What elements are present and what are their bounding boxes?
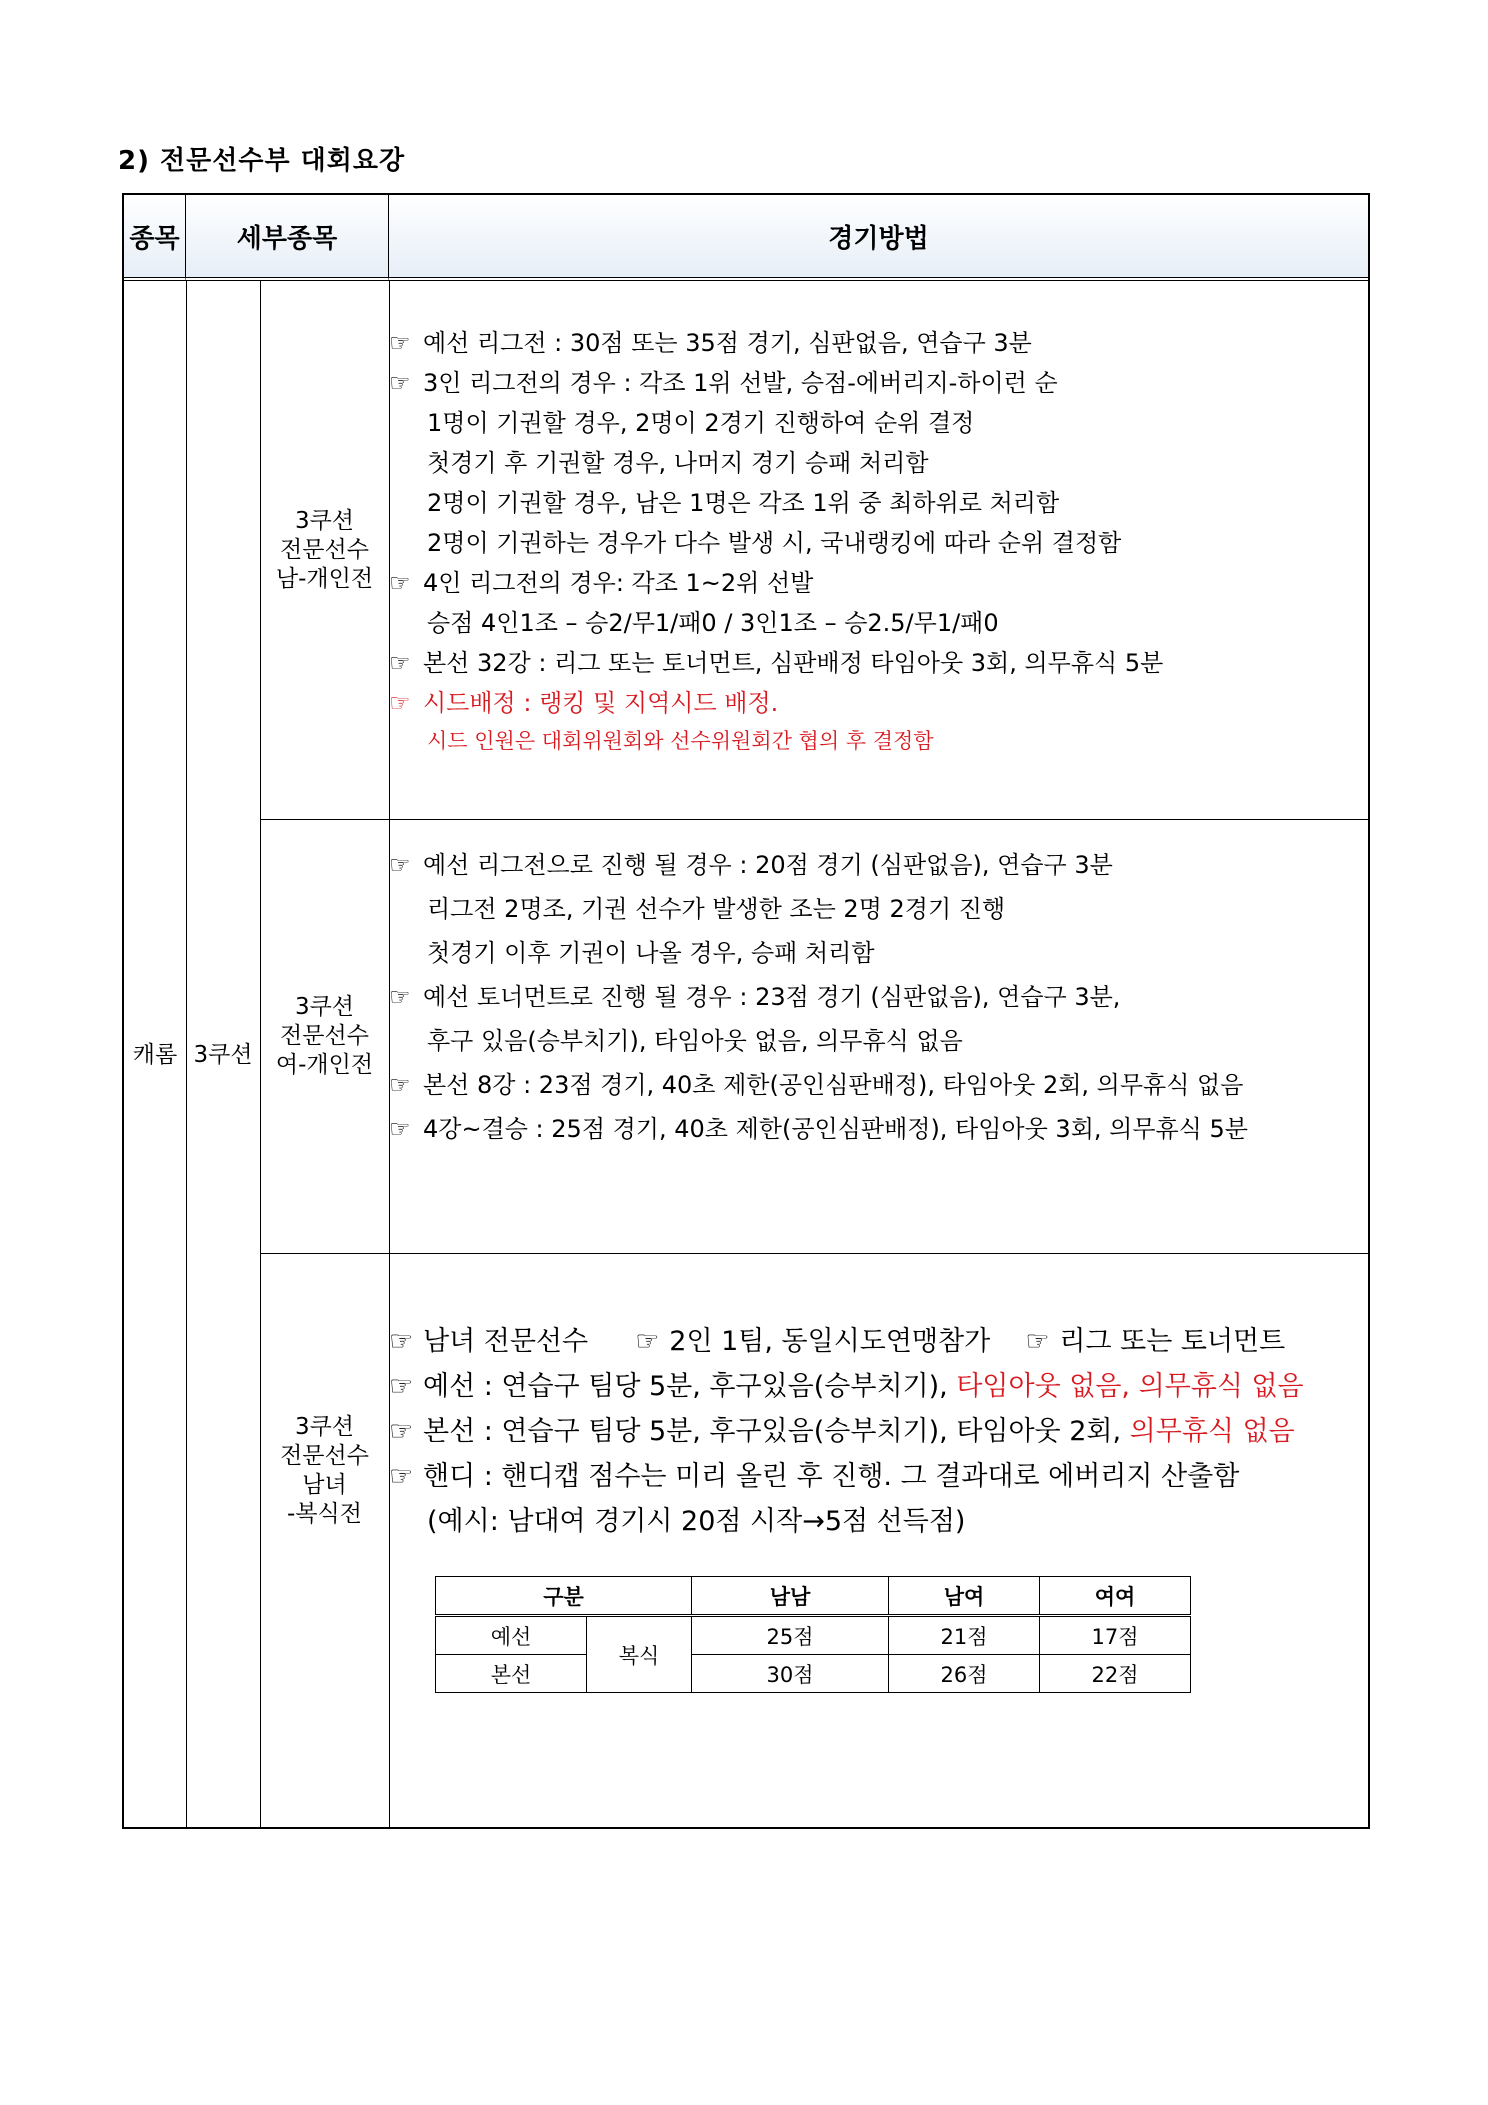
- pointing-hand-icon: ☞: [389, 569, 411, 597]
- rule-line: 후구 있음(승부치기), 타임아웃 없음, 의무휴식 없음: [427, 1027, 963, 1055]
- rule-line: ☞ 4강~결승 : 25점 경기, 40초 제한(공인심판배정), 타임아웃 3회, 의무휴식 5분: [389, 1115, 1248, 1143]
- rule-line: 첫경기 후 기권할 경우, 나머지 경기 승패 처리함: [427, 449, 929, 477]
- table-row: 예선 복식 25점 21점 17점: [436, 1616, 1191, 1655]
- handicap-header: 구분: [436, 1577, 692, 1616]
- section-label-women-individual: 3쿠션 전문선수 여-개인전: [275, 993, 374, 1078]
- section-label-mixed-doubles: 3쿠션 전문선수 남녀 -복식전: [280, 1414, 369, 1527]
- handicap-header: 남남: [692, 1577, 889, 1616]
- table-row: 본선 30점 26점 22점: [436, 1655, 1191, 1693]
- pointing-hand-icon: ☞: [389, 1461, 414, 1492]
- pointing-hand-icon: ☞: [389, 1416, 414, 1447]
- event-label: 캐롬: [132, 1041, 178, 1068]
- rule-line: ☞ 3인 리그전의 경우 : 각조 1위 선발, 승점-에버리지-하이런 순: [389, 369, 1058, 397]
- pointing-hand-icon: ☞: [389, 1071, 411, 1099]
- rule-line: ☞ 본선 8강 : 23점 경기, 40초 제한(공인심판배정), 타임아웃 2회, 의무휴식 없음: [389, 1071, 1244, 1099]
- pointing-hand-icon: ☞: [389, 851, 411, 879]
- handicap-header: 남여: [889, 1577, 1040, 1616]
- header-event: 종목: [124, 195, 186, 281]
- rule-line: (예시: 남대여 경기시 20점 시작→5점 선득점): [427, 1506, 966, 1537]
- rule-line: 리그전 2명조, 기권 선수가 발생한 조는 2명 2경기 진행: [427, 895, 1006, 923]
- rule-line: ☞ 본선 32강 : 리그 또는 토너먼트, 심판배정 타임아웃 3회, 의무휴식 5분: [389, 649, 1164, 677]
- rule-line: ☞ 예선 토너먼트로 진행 될 경우 : 23점 경기 (심판없음), 연습구 3분,: [389, 983, 1121, 1011]
- rule-line: 승점 4인1조 – 승2/무1/패0 / 3인1조 – 승2.5/무1/패0: [427, 609, 999, 637]
- handicap-table: [435, 1576, 1191, 1693]
- header-subevent: 세부종목: [186, 195, 389, 281]
- page-title: 2) 전문선수부 대회요강: [118, 146, 406, 176]
- rule-line: 2명이 기권하는 경우가 다수 발생 시, 국내랭킹에 따라 순위 결정함: [427, 529, 1122, 557]
- divider: [260, 1253, 1368, 1254]
- rule-line-seed-note: 시드 인원은 대회위원회와 선수위원회간 협의 후 결정함: [427, 729, 934, 753]
- rule-line: 1명이 기권할 경우, 2명이 2경기 진행하여 순위 결정: [427, 409, 975, 437]
- pointing-hand-icon: ☞: [389, 1115, 411, 1143]
- section-label-men-individual: 3쿠션 전문선수 남-개인전: [275, 507, 374, 592]
- pointing-hand-icon: ☞: [389, 649, 411, 677]
- rule-line: ☞ 남녀 전문선수 ☞ 2인 1팀, 동일시도연맹참가 ☞ 리그 또는 토너먼트: [389, 1326, 1286, 1357]
- pointing-hand-icon: ☞: [1025, 1326, 1050, 1357]
- rule-line: ☞ 예선 : 연습구 팀당 5분, 후구있음(승부치기), 타임아웃 없음, 의무휴식 없음: [389, 1371, 1304, 1402]
- pointing-hand-icon: ☞: [635, 1326, 660, 1357]
- rule-line: 2명이 기권할 경우, 남은 1명은 각조 1위 중 최하위로 처리함: [427, 489, 1060, 517]
- divider: [260, 819, 1368, 820]
- rule-line-seed: ☞ 시드배정 : 랭킹 및 지역시드 배정.: [389, 689, 779, 717]
- rule-line: ☞ 예선 리그전 : 30점 또는 35점 경기, 심판없음, 연습구 3분: [389, 329, 1032, 357]
- rule-line: ☞ 예선 리그전으로 진행 될 경우 : 20점 경기 (심판없음), 연습구 3분: [389, 851, 1113, 879]
- pointing-hand-icon: ☞: [389, 983, 411, 1011]
- rule-line: ☞ 본선 : 연습구 팀당 5분, 후구있음(승부치기), 타임아웃 2회, 의무휴식 없음: [389, 1416, 1295, 1447]
- pointing-hand-icon: ☞: [389, 1371, 414, 1402]
- pointing-hand-icon: ☞: [389, 1326, 414, 1357]
- rule-line: ☞ 핸디 : 핸디캡 점수는 미리 올린 후 진행. 그 결과대로 에버리지 산출함: [389, 1461, 1240, 1492]
- header-method: 경기방법: [389, 195, 1368, 281]
- pointing-hand-icon: ☞: [389, 329, 411, 357]
- pointing-hand-icon: ☞: [389, 369, 411, 397]
- pointing-hand-icon: ☞: [389, 689, 411, 717]
- rule-line: ☞ 4인 리그전의 경우: 각조 1~2위 선발: [389, 569, 814, 597]
- handicap-header: 여여: [1040, 1577, 1191, 1616]
- subevent-label: 3쿠션: [193, 1041, 253, 1068]
- rule-line: 첫경기 이후 기권이 나올 경우, 승패 처리함: [427, 939, 875, 967]
